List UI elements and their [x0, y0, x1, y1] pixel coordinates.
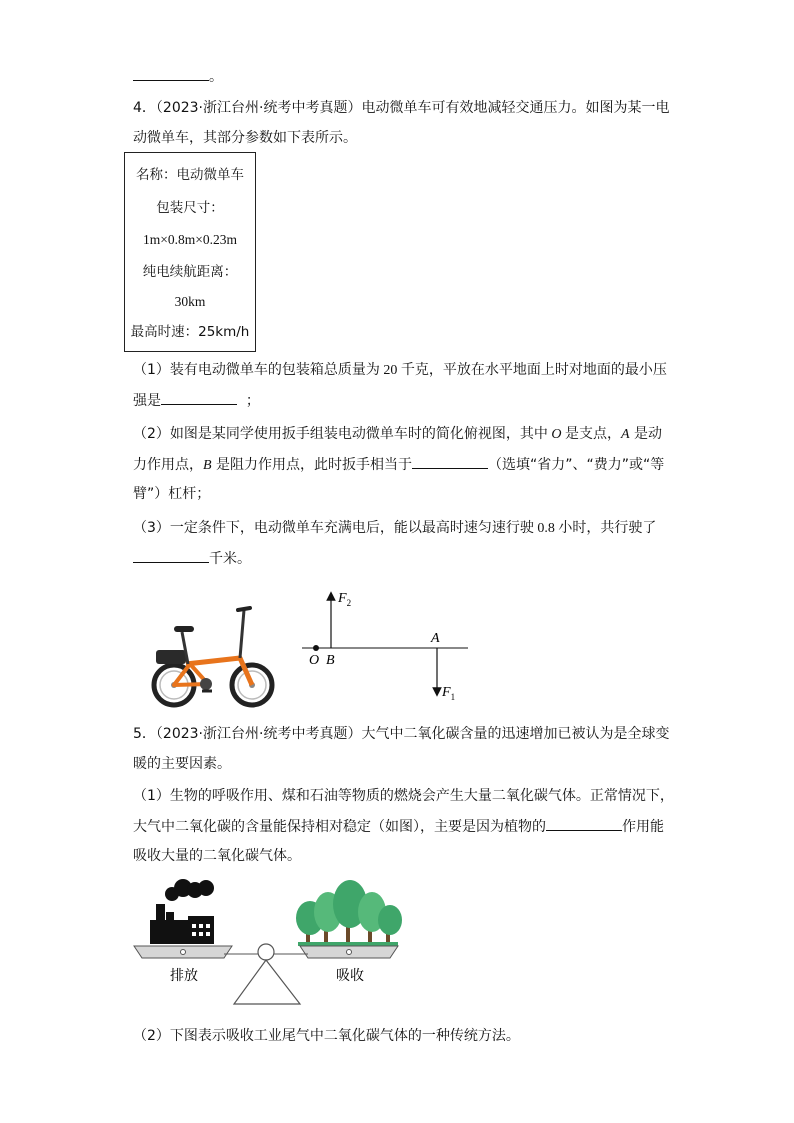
q5-intro-line1: 5．（2023·浙江台州·统考中考真题）大气中二氧化碳含量的迅速增加已被认为是全球变	[133, 726, 670, 742]
q4-part1-line1: （1）装有电动微单车的包装箱总质量为 20 千克，平放在水平地面上时对地面的最小压	[133, 362, 667, 378]
balance-pivot	[258, 944, 274, 960]
label-point-o: O	[309, 653, 320, 668]
q4-part2-line2: 力作用点，B 是阻力作用点，此时扳手相当于 （选填“省力”、“费力”或“等	[133, 454, 664, 476]
battery-pack	[156, 650, 186, 664]
spec-name: 名称：电动微单车	[136, 167, 244, 183]
answer-blank[interactable]	[133, 66, 209, 81]
spec-speed: 最高时速：25km/h	[130, 324, 250, 340]
label-f1: $F_1$	[442, 685, 456, 702]
answer-blank-plant-process[interactable]	[546, 816, 622, 831]
saddle	[174, 626, 194, 632]
spec-table	[124, 152, 256, 352]
answer-blank-lever-type[interactable]	[412, 454, 488, 469]
q4-intro-line2: 动微单车，其部分参数如下表所示。	[133, 130, 357, 146]
q4-source: （2023·浙江台州·统考中考真题）	[155, 100, 362, 116]
q4-number: 4．	[133, 100, 156, 116]
forest-icon	[296, 880, 402, 946]
q5-source: （2023·浙江台州·统考中考真题）	[155, 726, 362, 742]
q4-part2-line3: 臂”）杠杆；	[133, 486, 211, 502]
spec-pack-label: 包装尺寸：	[156, 200, 224, 216]
q5-number: 5．	[133, 726, 156, 742]
spec-range-value: 30km	[174, 294, 206, 309]
q5-part2-line: （2）下图表示吸收工业尾气中二氧化碳气体的一种传统方法。	[133, 1028, 520, 1044]
answer-blank-distance[interactable]	[133, 548, 209, 563]
carbon-balance-illustration	[128, 876, 418, 1012]
label-absorption: 吸收	[336, 969, 364, 984]
q5-part1-line1: （1）生物的呼吸作用、煤和石油等物质的燃烧会产生大量二氧化碳气体。正常情况下，	[133, 788, 674, 804]
q5-part1-line2: 大气中二氧化碳的含量能保持相对稳定（如图），主要是因为植物的 作用能	[133, 816, 664, 837]
spec-pack-value: 1m×0.8m×0.23m	[143, 232, 237, 247]
q4-mass-value: 20	[383, 363, 398, 378]
q4-part2-line1: （2）如图是某同学使用扳手组装电动微单车时的简化俯视图，其中 O 是支点，A 是动	[133, 426, 663, 442]
q5-intro-line2: 暖的主要因素。	[133, 756, 231, 772]
q5-part1-line3: 吸收大量的二氧化碳气体。	[133, 848, 301, 864]
balance-stand	[234, 960, 300, 1004]
label-point-b: B	[326, 653, 335, 668]
label-f2: $F_2$	[338, 591, 352, 608]
q4-intro-line1: 4．（2023·浙江台州·统考中考真题）电动微单车可有效地减轻交通压力。如图为某一电	[133, 100, 670, 116]
handle-stem	[240, 610, 244, 658]
factory-icon	[150, 879, 214, 944]
q4-part3-line2: 千米。	[133, 548, 251, 569]
crank	[200, 678, 212, 690]
handlebar	[238, 608, 250, 610]
wrench-lever-diagram	[296, 584, 476, 704]
q4-time-value: 0.8	[537, 521, 555, 536]
q4-part1-line2: 强是 ；	[133, 390, 260, 411]
fulcrum-point	[313, 645, 319, 651]
electric-bike-illustration	[138, 598, 278, 710]
label-emission: 排放	[170, 969, 198, 984]
spec-range-label: 纯电续航距离：	[142, 264, 238, 280]
q4-part3-line1: （3）一定条件下，电动微单车充满电后，能以最高时速匀速行驶 0.8 小时，共行驶了	[133, 520, 657, 536]
answer-blank-pressure[interactable]	[161, 390, 237, 405]
label-point-a: A	[431, 631, 440, 646]
prev-answer-line: 。	[133, 66, 223, 87]
